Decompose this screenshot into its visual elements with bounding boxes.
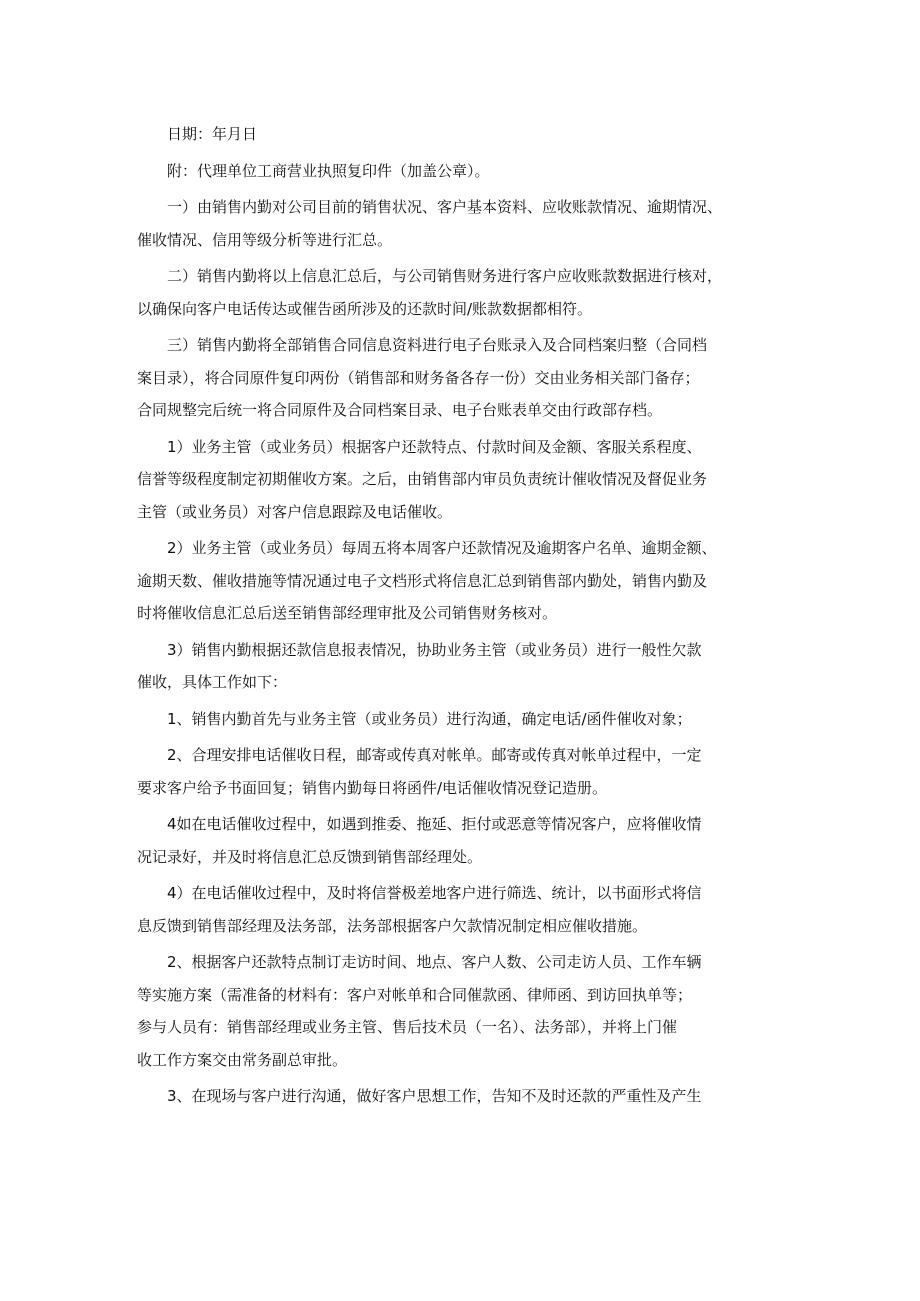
- text-line: 附：代理单位工商营业执照复印件（加盖公章）。: [167, 161, 490, 180]
- text-line: 二）销售内勤将以上信息汇总后，与公司销售财务进行客户应收账款数据进行核对，: [167, 267, 723, 285]
- text-line: 2、合理安排电话催收日程，邮寄或传真对帐单。邮寄或传真对帐单过程中，一定: [167, 746, 702, 764]
- paragraph: [137, 329, 797, 427]
- text-line: 4）在电话催收过程中，及时将信誉极差地客户进行筛选、统计，以书面形式将信: [167, 884, 702, 902]
- paragraph: [137, 739, 797, 804]
- text-line: 以确保向客户电话传达或催告函所涉及的还款时间/账款数据都相符。: [137, 299, 593, 318]
- text-line: 4如在电话催收过程中，如遇到推委、拖延、拒付或恶意等情况客户，应将催收情: [167, 815, 702, 833]
- paragraph: [137, 118, 797, 151]
- paragraph: [137, 155, 797, 188]
- paragraph: [137, 808, 797, 873]
- text-line: 3、在现场与客户进行沟通，做好客户思想工作，告知不及时还款的严重性及产生: [167, 1087, 702, 1105]
- text-line: 催收，具体工作如下：: [137, 673, 288, 691]
- text-line: 三）销售内勤将全部销售合同信息资料进行电子台账录入及合同档案归整（合同档: [167, 336, 708, 354]
- text-line: 信誉等级程度制定初期催收方案。之后，由销售部内审员负责统计催收情况及督促业务: [137, 470, 708, 488]
- text-line: 逾期天数、催收措施等情况通过电子文档形式将信息汇总到销售部内勤处，销售内勤及: [137, 571, 708, 590]
- paragraph: [137, 532, 797, 630]
- text-line: 1）业务主管（或业务员）根据客户还款特点、付款时间及金额、客服关系程度、: [167, 437, 702, 456]
- paragraph: [137, 260, 797, 325]
- text-line: 要求客户给予书面回复；销售内勤每日将函件/电话催收情况登记造册。: [137, 778, 608, 797]
- paragraph: [137, 191, 797, 256]
- text-line: 合同规整完后统一将合同原件及合同档案目录、电子台账表单交由行政部存档。: [137, 401, 663, 419]
- text-line: 时将催收信息汇总后送至销售部经理审批及公司销售财务核对。: [137, 604, 558, 622]
- text-line: 催收情况、信用等级分析等进行汇总。: [137, 230, 393, 249]
- text-line: 2、根据客户还款特点制订走访时间、地点、客户人数、公司走访人员、工作车辆: [167, 953, 702, 971]
- paragraph: [137, 877, 797, 942]
- text-line: 息反馈到销售部经理及法务部，法务部根据客户欠款情况制定相应催收措施。: [137, 916, 648, 935]
- text-line: 参与人员有：销售部经理或业务主管、售后技术员（一名）、法务部），并将上门催: [137, 1018, 678, 1036]
- text-line: 案目录），将合同原件复印两份（销售部和财务备各存一份）交由业务相关部门备存；: [137, 368, 700, 387]
- paragraph: [137, 634, 797, 699]
- text-line: 况记录好，并及时将信息汇总反馈到销售部经理处。: [137, 847, 483, 866]
- paragraph: [137, 946, 797, 1076]
- text-line: 主管（或业务员）对客户信息跟踪及电话催收。: [137, 502, 453, 521]
- paragraph: [137, 1080, 797, 1113]
- text-line: 2）业务主管（或业务员）每周五将本周客户还款情况及逾期客户名单、逾期金额、: [167, 539, 717, 557]
- document-body: [137, 118, 797, 1117]
- paragraph: [137, 703, 797, 736]
- text-line: 3）销售内勤根据还款信息报表情况，协助业务主管（或业务员）进行一般性欠款: [167, 640, 702, 659]
- text-line: 1、销售内勤首先与业务主管（或业务员）进行沟通，确定电话/函件催收对象；: [167, 709, 692, 728]
- paragraph: [137, 431, 797, 529]
- text-line: 一）由销售内勤对公司目前的销售状况、客户基本资料、应收账款情况、逾期情况、: [167, 198, 723, 216]
- text-line: 收工作方案交由常务副总审批。: [137, 1050, 348, 1069]
- text-line: 等实施方案（需准备的材料有：客户对帐单和合同催款函、律师函、到访回执单等；: [137, 985, 693, 1004]
- text-line: 日期：年月日: [167, 125, 258, 143]
